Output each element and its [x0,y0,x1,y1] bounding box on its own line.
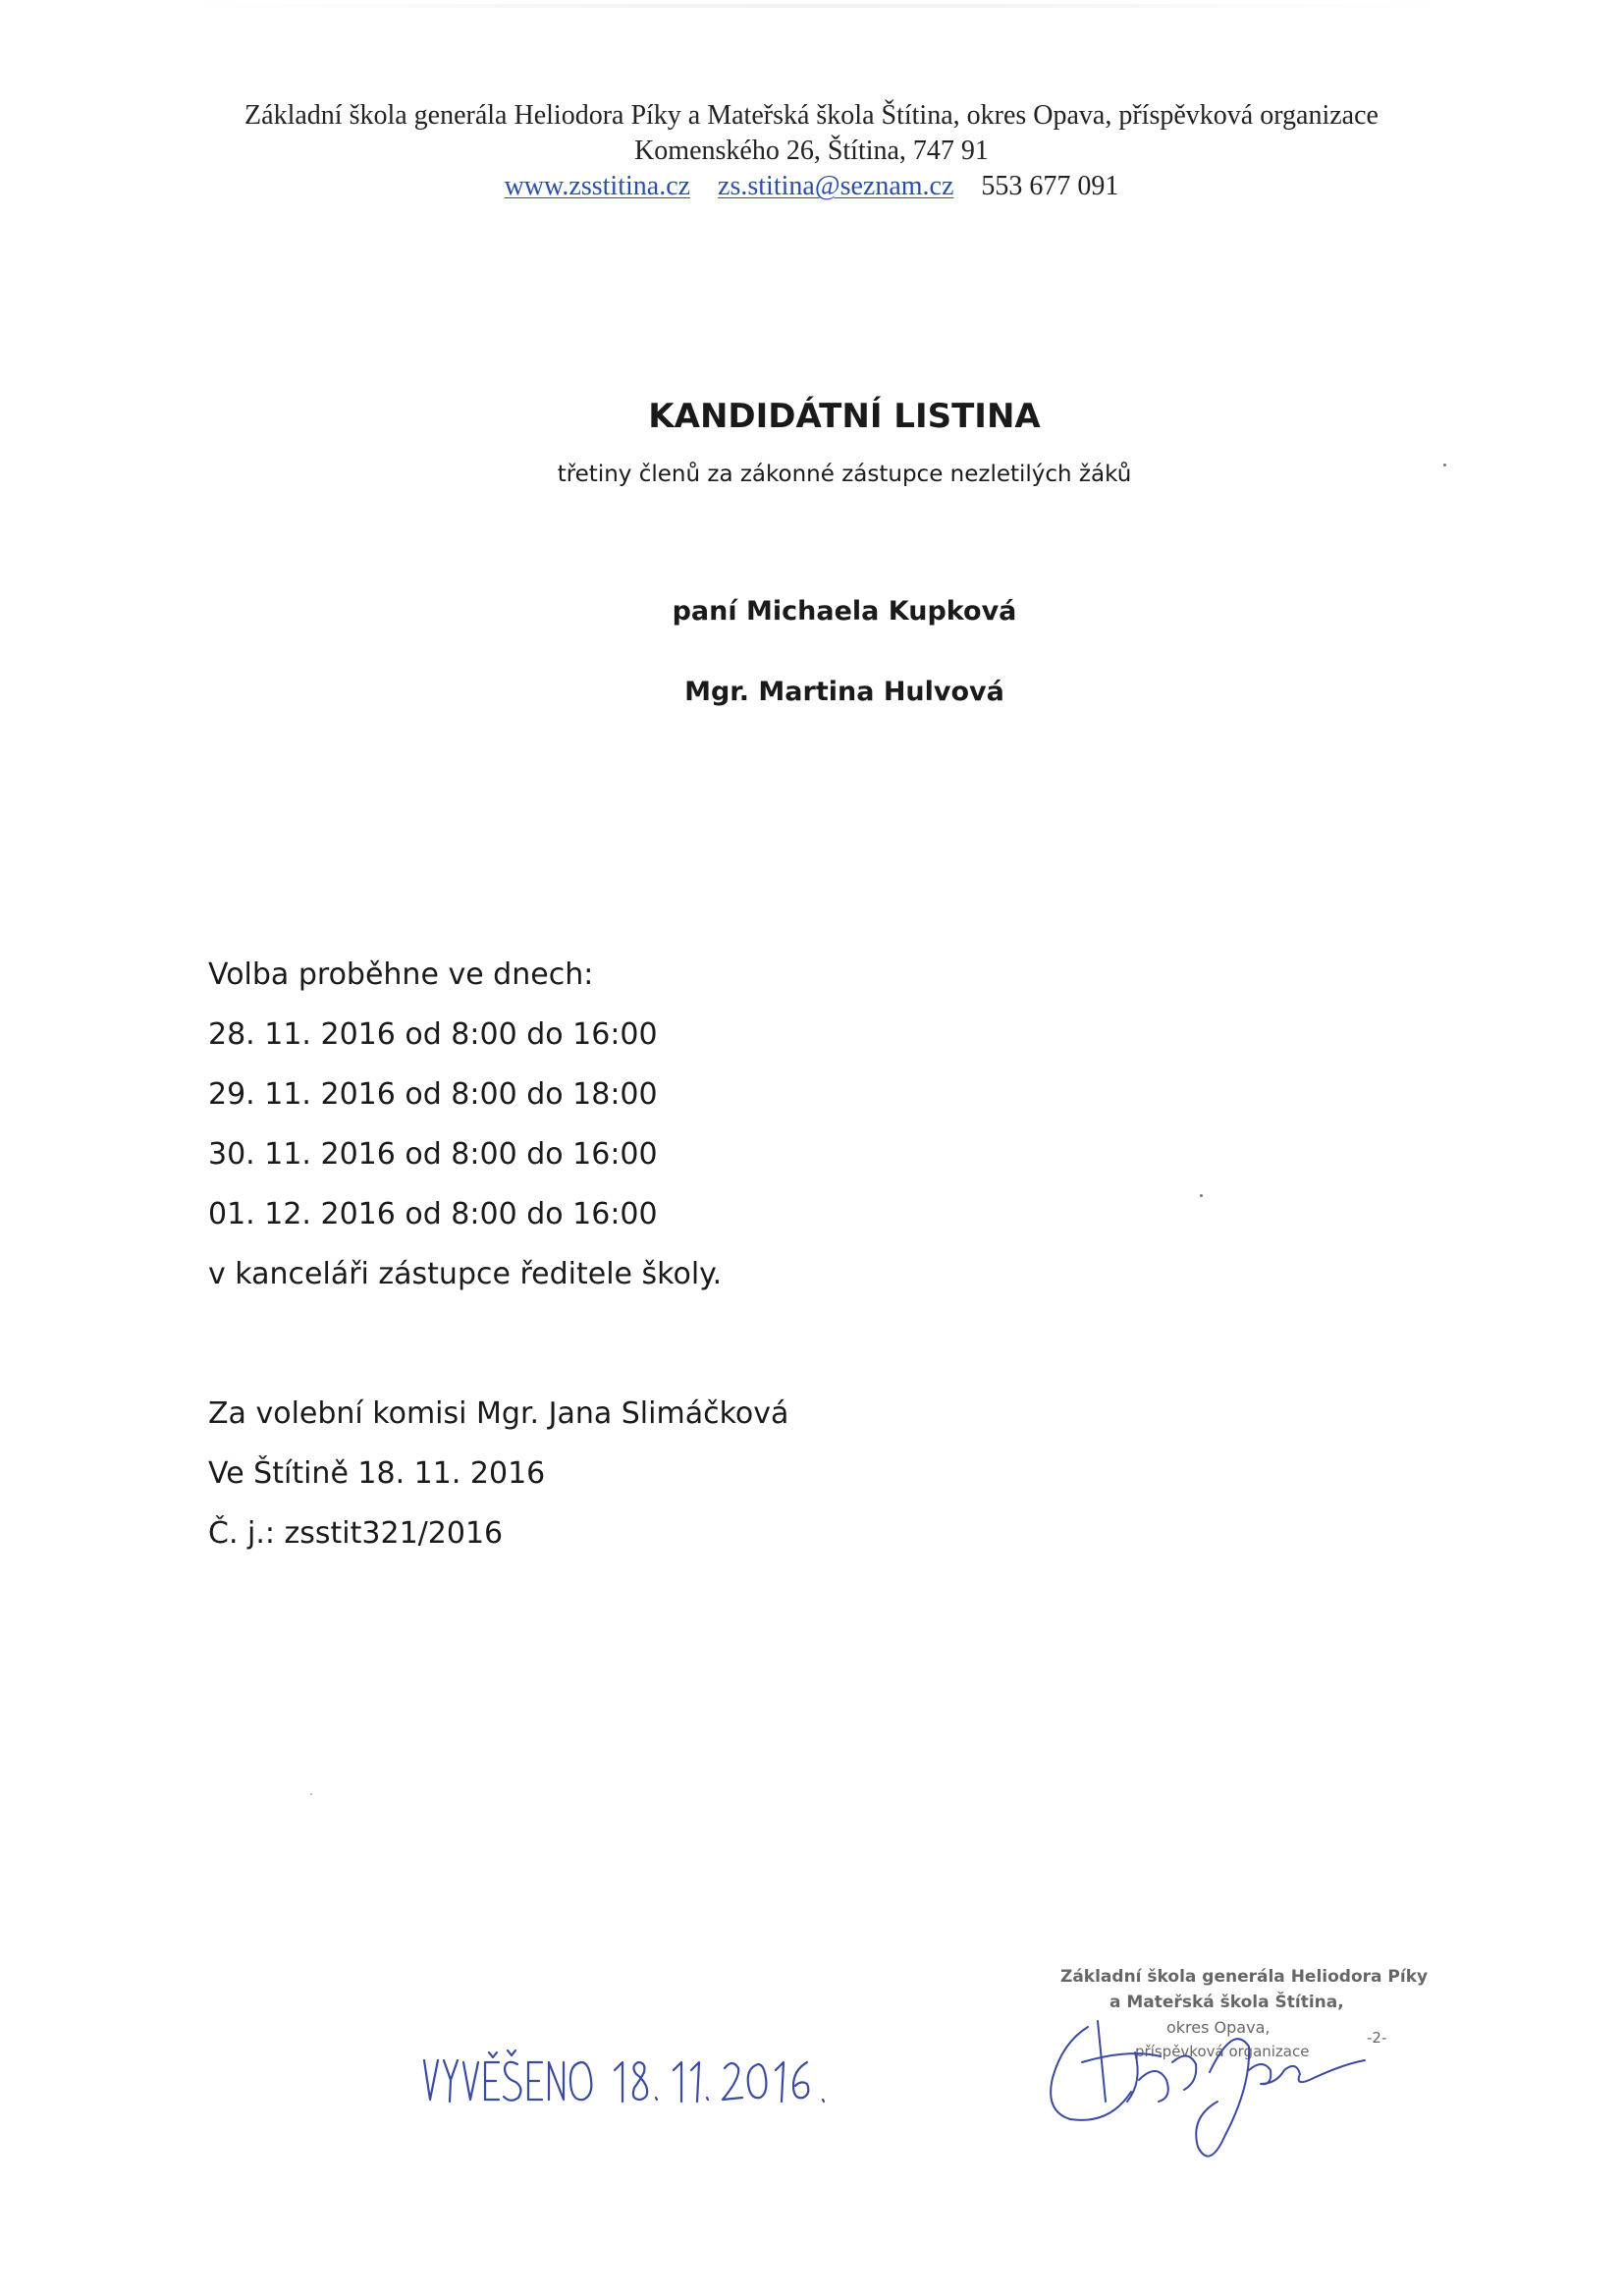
election-date-3: 30. 11. 2016 od 8:00 do 16:00 [208,1137,658,1172]
scan-speck [1443,464,1446,466]
stamp-line-3: okres Opava, [1166,2018,1271,2037]
scan-speck [310,1793,312,1795]
contact-line [0,169,1623,204]
letterhead [0,98,1623,204]
handwritten-posted-note [420,2041,852,2129]
document-title: KANDIDÁTNÍ LISTINA [648,397,1041,436]
official-stamp-and-signature [1041,1954,1434,2170]
election-date-2: 29. 11. 2016 od 8:00 do 18:00 [208,1077,658,1112]
handwritten-note-text: VYVĚŠENO 18. 11. 2016. [420,2117,534,2128]
scan-speck [1200,1194,1203,1197]
scan-edge-shadow [177,4,1453,8]
website-link[interactable]: www.zsstitina.cz [504,171,691,201]
stamp-mark: -2- [1367,2029,1387,2047]
stamp-line-1: Základní škola generála Heliodora Píky [1060,1967,1429,1987]
place-date: Ve Štítině 18. 11. 2016 [208,1456,546,1491]
school-address: Komenského 26, Štítina, 747 91 [634,136,989,166]
reference-number: Č. j.: zsstit321/2016 [208,1516,504,1551]
election-date-4: 01. 12. 2016 od 8:00 do 16:00 [208,1197,658,1231]
stamp-line-4: příspěvková organizace [1135,2043,1310,2060]
candidate-2: Mgr. Martina Hulvová [684,677,1004,707]
election-intro: Volba proběhne ve dnech: [208,957,594,992]
committee-signature-line: Za volební komisi Mgr. Jana Slimáčková [208,1396,789,1431]
document-subtitle: třetiny členů za zákonné zástupce nezletilých žáků [557,462,1132,487]
school-name: Základní škola generála Heliodora Píky a Mateřská škola Štítina, okres Opava, příspěvková organizace [244,100,1379,131]
candidate-1: paní Michaela Kupková [672,596,1017,627]
election-date-1: 28. 11. 2016 od 8:00 do 16:00 [208,1017,658,1052]
stamp-line-2: a Mateřská škola Štítina, [1109,1993,1344,2012]
election-location: v kanceláři zástupce ředitele školy. [208,1257,723,1291]
phone-number: 553 677 091 [981,171,1119,201]
signature [1051,2021,1365,2157]
email-link[interactable]: zs.stitina@seznam.cz [718,171,954,201]
